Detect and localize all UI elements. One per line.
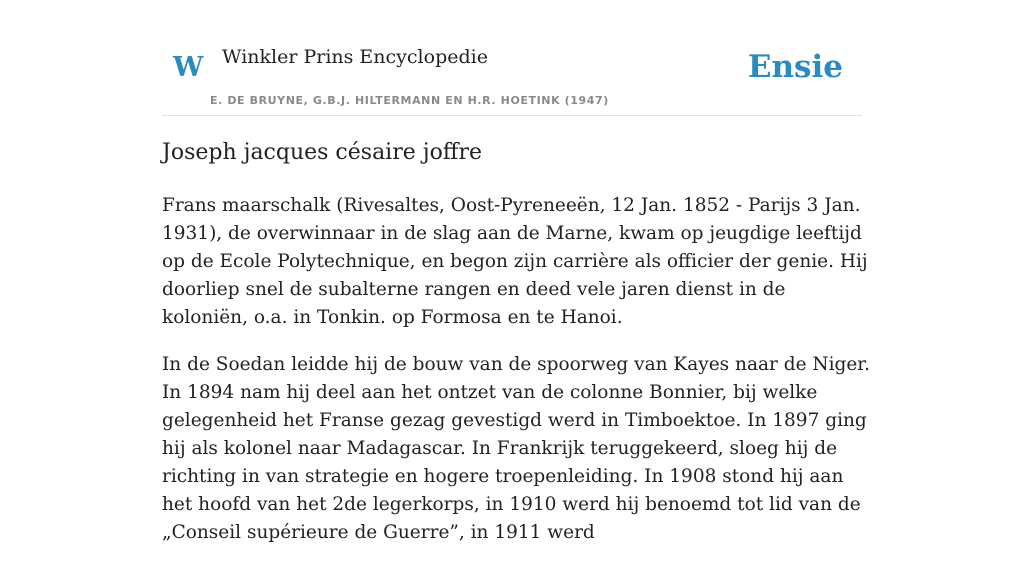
publication-logo[interactable]: W bbox=[173, 52, 204, 83]
article-paragraph: In de Soedan leidde hij de bouw van de spoorweg van Kayes naar de Niger. In 1894 nam hij deel aan het ontzet van de colonne Bonnier, bij welke gelegenheid het Franse gezag gevestigd werd in Timboektoe. In 1897 ging hij als kolonel naar Madagascar. In Frankrijk teruggekeerd, sloeg hij de richting in van strategie en hogere troepenleiding. In 1908 stond hij aan het hoofd van het 2de legerkorps, in 1910 werd hij benoemd tot lid van de „Conseil supérieure de Guerre”, in 1911 werd bbox=[162, 354, 870, 543]
article-paragraph: Frans maarschalk (Rivesaltes, Oost-Pyreneeën, 12 Jan. 1852 - Parijs 3 Jan. 1931), de overwinnaar in de slag aan de Marne, kwam op jeugdige leeftijd op de Ecole Polytechnique, en begon zijn carrière als officier der genie. Hij doorliep snel de subalterne rangen en deed vele jaren dienst in de koloniën, o.a. in Tonkin. op Formosa en te Hanoi. bbox=[162, 195, 868, 328]
article-title: Joseph jacques césaire joffre bbox=[162, 140, 482, 165]
header bbox=[162, 40, 862, 116]
article-body bbox=[162, 192, 872, 566]
site-logo-link[interactable]: Ensie bbox=[747, 49, 843, 85]
publication-authors: E. DE BRUYNE, G.B.J. HILTERMANN EN H.R. HOETINK (1947) bbox=[210, 94, 609, 107]
publication-title: Winkler Prins Encyclopedie bbox=[222, 46, 488, 68]
